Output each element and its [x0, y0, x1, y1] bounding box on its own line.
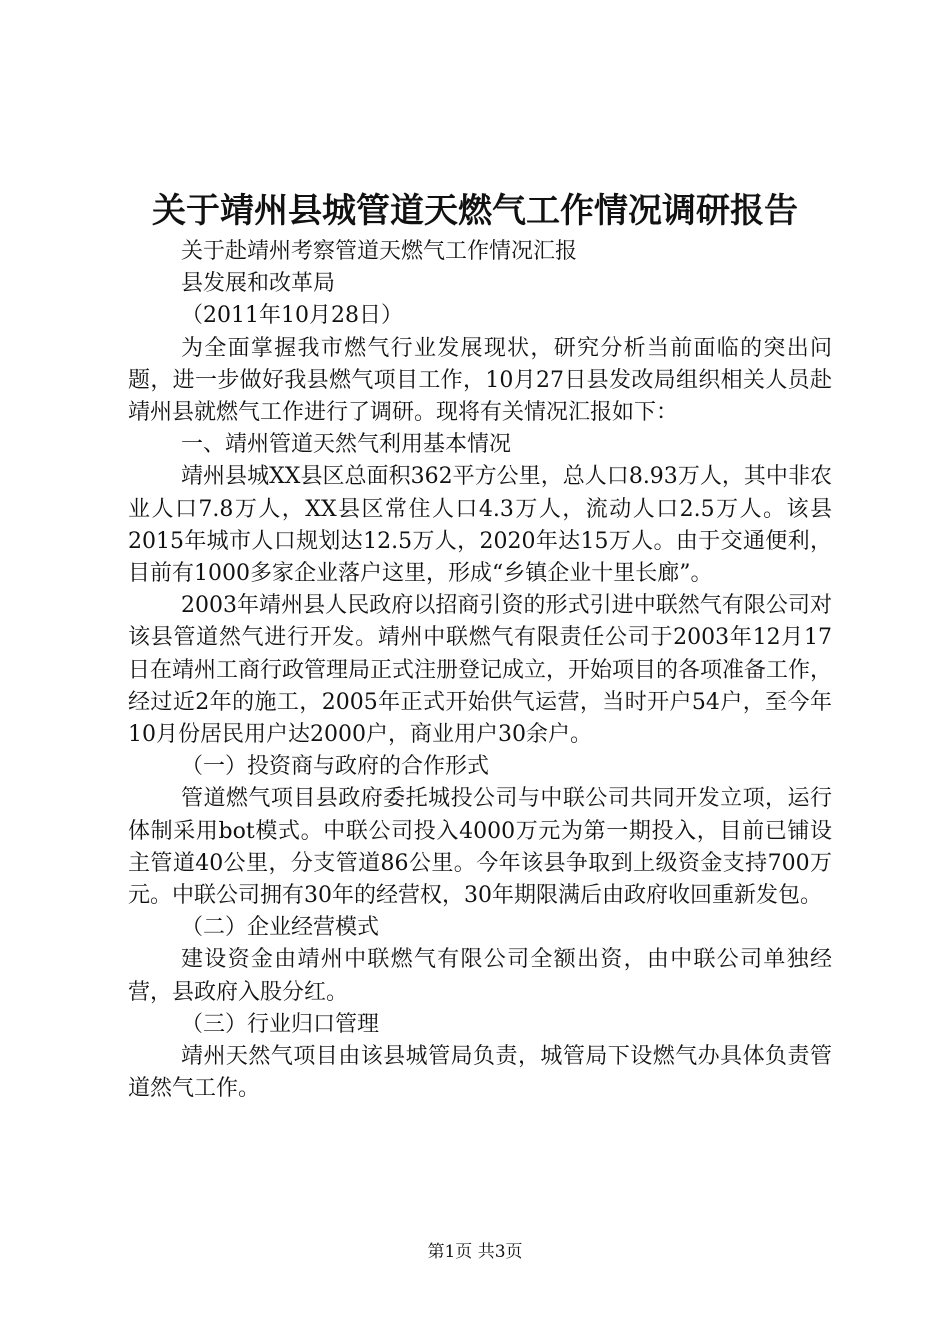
- document-issuer: 县发展和改革局: [181, 271, 336, 297]
- paragraph-intro: 为全面掌握我市燃气行业发展现状，研究分析当前面临的突出问题，进一步做好我县燃气项目工作，10月27日县发改局组织相关人员赴靖州县就燃气工作进行了调研。现将有关情况汇报如下：: [128, 335, 832, 426]
- paragraph-company-history: 2003年靖州县人民政府以招商引资的形式引进中联然气有限公司对该县管道然气进行开发。靖州中联燃气有限责任公司于2003年12月17日在靖州工商行政管理局正式注册登记成立，开始项目的各项准备工作，经过近2年的施工，2005年正式开始供气运营，当时开户54户，至今年10月份居民用户达2000户，商业用户30余户。: [128, 593, 833, 748]
- paragraph-operation-model: 建设资金由靖州中联燃气有限公司全额出资，由中联公司单独经营，县政府入股分红。: [128, 947, 832, 1005]
- section-heading-1: 一、靖州管道天然气利用基本情况: [181, 432, 512, 458]
- subsection-heading-2: （二）企业经营模式: [181, 915, 380, 941]
- subsection-heading-1: （一）投资商与政府的合作形式: [181, 754, 490, 780]
- document-date: （2011年10月28日）: [181, 303, 403, 329]
- paragraph-county-overview: 靖州县城XX县区总面积362平方公里，总人口8.93万人，其中非农业人口7.8万人，XX县区常住人口4.3万人，流动人口2.5万人。该县2015年城市人口规划达12.5万人，2020年达15万人。由于交通便利，目前有1000多家企业落户这里，形成“乡镇企业十里长廊”。: [128, 464, 832, 587]
- paragraph-cooperation: 管道燃气项目县政府委托城投公司与中联公司共同开发立项，运行体制采用bot模式。中联公司投入4000万元为第一期投入，目前已铺设主管道40公里，分支管道86公里。今年该县争取到上级资金支持700万元。中联公司拥有30年的经营权，30年期限满后由政府收回重新发包。: [128, 786, 832, 909]
- document-body: [128, 236, 832, 1105]
- paragraph-management: 靖州天然气项目由该县城管局负责，城管局下设燃气办具体负责管道然气工作。: [128, 1044, 832, 1102]
- page-number: 第1页 共3页: [427, 1242, 523, 1262]
- document-title: 关于靖州县城管道天燃气工作情况调研报告: [152, 191, 798, 231]
- subsection-heading-3: （三）行业归口管理: [181, 1011, 380, 1037]
- document-subtitle: 关于赴靖州考察管道天燃气工作情况汇报: [181, 239, 578, 264]
